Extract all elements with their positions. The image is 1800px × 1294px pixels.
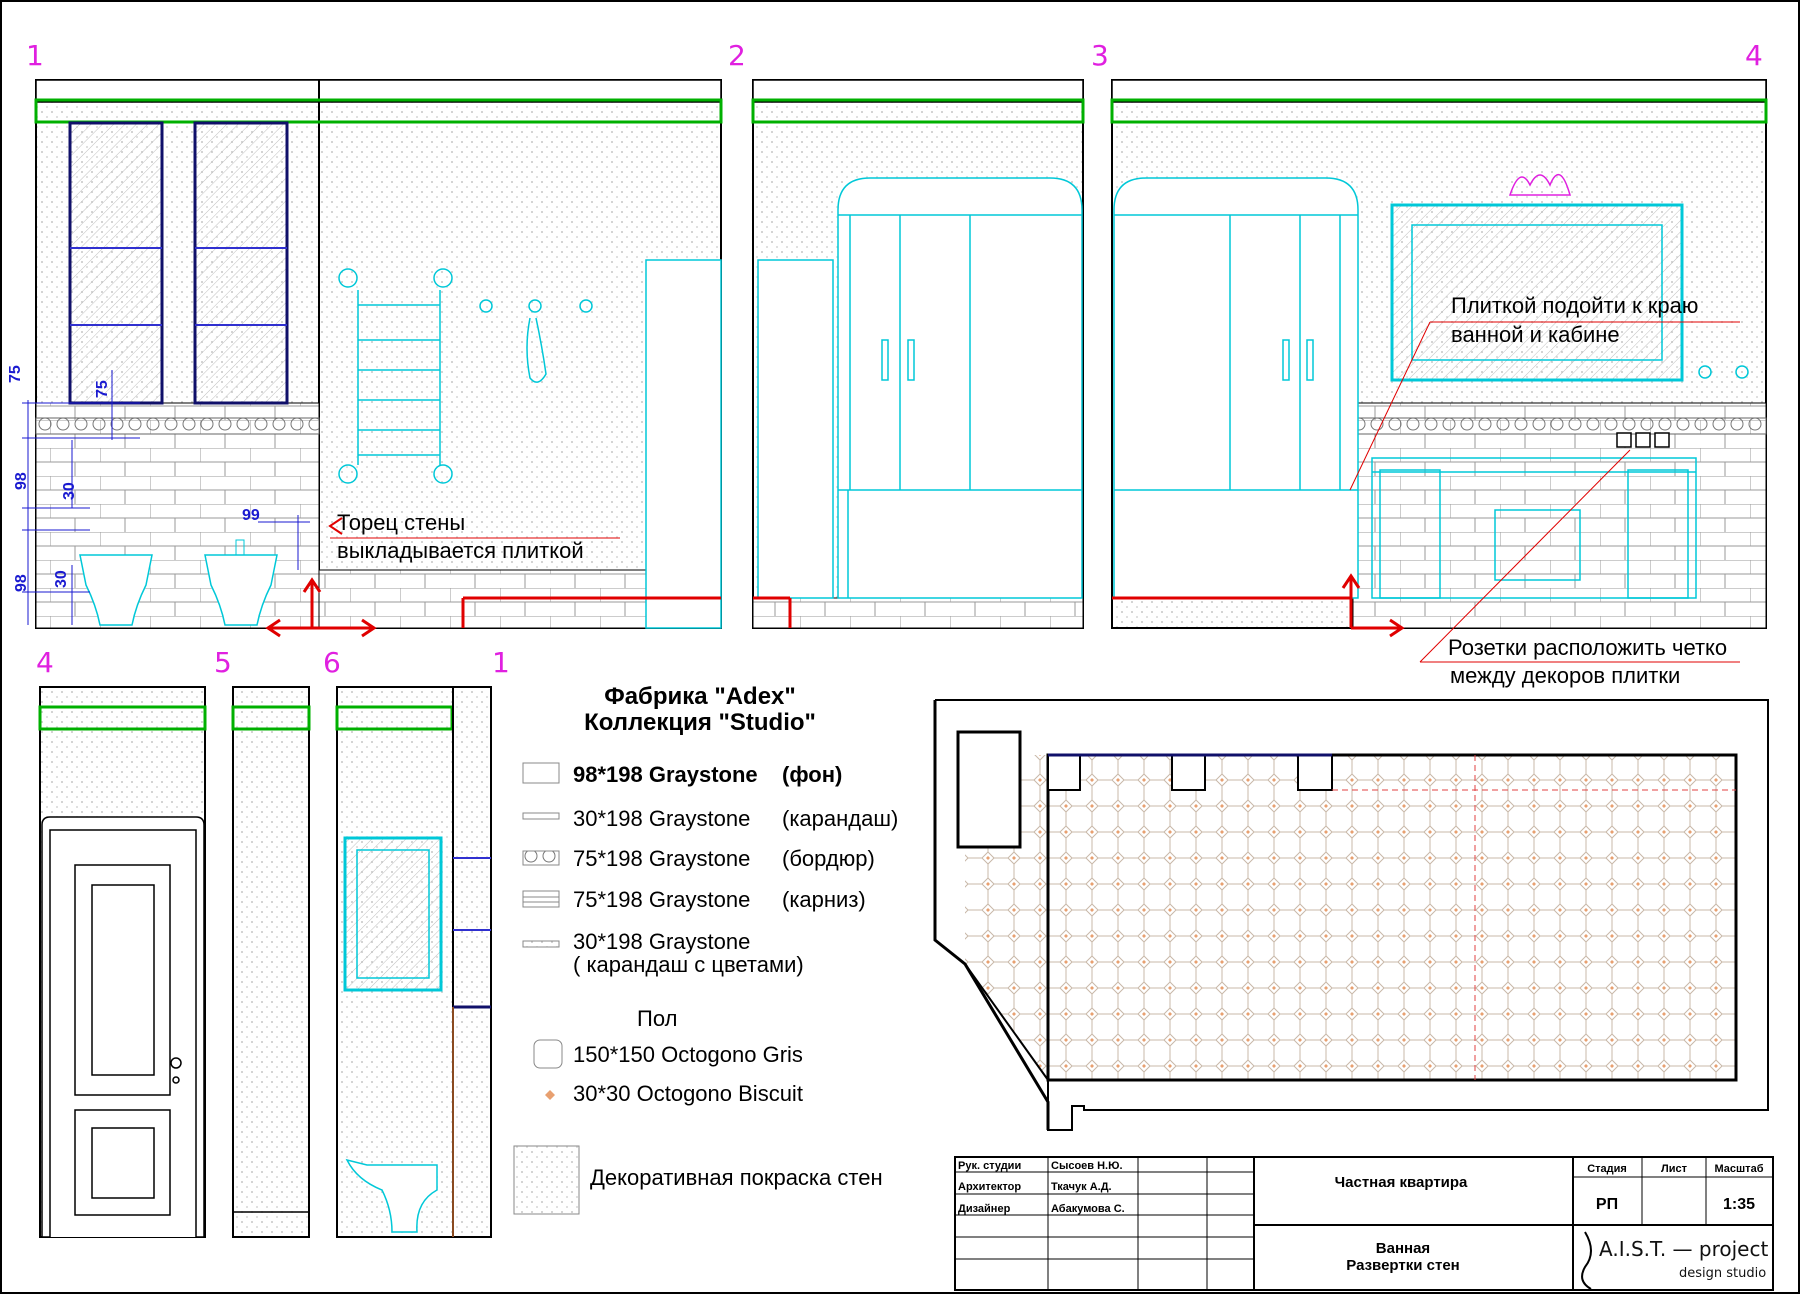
- swatch-cornice-tile: [523, 891, 559, 907]
- elevation-wall-3-4: [1112, 80, 1766, 662]
- dimension-99: 99: [242, 507, 260, 524]
- role-architect: Архитектор: [958, 1181, 1022, 1193]
- header-scale: Масштаб: [1714, 1163, 1764, 1175]
- legend-item-5-type: ( карандаш с цветами): [573, 952, 804, 977]
- elevation-number-6: 6: [323, 646, 341, 679]
- elevation-wall-6: [337, 687, 491, 1237]
- legend-item-2-type: (карандаш): [782, 806, 899, 831]
- swatch-octogono-gris: [534, 1040, 562, 1068]
- shower-cabin-2: [1114, 178, 1358, 598]
- dimension-98-lower: 98: [13, 574, 30, 592]
- elevation-number-4-bottom: 4: [36, 646, 54, 679]
- elevation-number-4: 4: [1745, 39, 1763, 72]
- door: [42, 817, 204, 1237]
- header-stage: Стадия: [1587, 1163, 1627, 1175]
- floor-tiles: [965, 755, 1736, 1080]
- sockets: [1617, 433, 1669, 447]
- legend-item-1-size: 98*198 Graystone: [573, 762, 758, 787]
- elevation-number-3: 3: [1091, 39, 1109, 72]
- scale-value: 1:35: [1722, 1196, 1756, 1213]
- project-name: Частная квартира: [1334, 1174, 1468, 1191]
- legend-item-5-size: 30*198 Graystone: [573, 929, 751, 954]
- legend-floor-item-1: 150*150 Octogono Gris: [573, 1042, 803, 1067]
- elevation-number-5: 5: [214, 646, 232, 679]
- name-designer: Абакумова С.: [1051, 1203, 1125, 1215]
- sheet-title-line2: Развертки стен: [1346, 1257, 1460, 1274]
- note-sockets-line2: между декоров плитки: [1450, 663, 1681, 688]
- sheet-title-line1: Ванная: [1375, 1240, 1431, 1257]
- dimension-30-lower: 30: [53, 570, 70, 588]
- legend-item-3-type: (бордюр): [782, 846, 875, 871]
- note-tile-edge-line1: Плиткой подойти к краю: [1451, 293, 1699, 318]
- role-studio-head: Рук. студии: [958, 1160, 1022, 1172]
- elevation-number-1-bottom: 1: [492, 646, 510, 679]
- note-wall-end-line1: Торец стены: [337, 510, 466, 535]
- legend-item-2-size: 30*198 Graystone: [573, 806, 751, 831]
- legend-collection: Коллекция "Studio": [584, 709, 816, 736]
- swatch-decorative-paint: [514, 1146, 579, 1214]
- swatch-border-tile: [523, 851, 559, 865]
- tall-panel: [646, 260, 721, 628]
- wall-cabinet-right: [195, 123, 287, 403]
- swatch-octogono-biscuit: [545, 1090, 555, 1100]
- logo-subtext: design studio: [1679, 1266, 1767, 1281]
- note-sockets-line1: Розетки расположить четко: [1448, 635, 1728, 660]
- legend-item-3-size: 75*198 Graystone: [573, 846, 751, 871]
- swatch-background-tile: [523, 763, 559, 783]
- shower-cabin: [838, 178, 1082, 598]
- legend-item-4-type: (карниз): [782, 887, 866, 912]
- role-designer: Дизайнер: [958, 1203, 1011, 1215]
- elevation-number-2: 2: [728, 39, 746, 72]
- elevation-wall-5: [233, 687, 309, 1237]
- dimension-75-left: 75: [7, 365, 24, 383]
- swatch-pencil-tile: [523, 813, 559, 819]
- stage-value: РП: [1595, 1196, 1619, 1213]
- elevation-wall-4-door: [40, 687, 205, 1237]
- elevation-number-1: 1: [26, 39, 44, 72]
- elevation-wall-2: [753, 80, 1083, 628]
- name-studio-head: Сысоев Н.Ю.: [1051, 1160, 1123, 1172]
- tile-border-band: [36, 418, 319, 434]
- name-architect: Ткачук А.Д.: [1051, 1181, 1112, 1193]
- logo-text: A.I.S.T. — project: [1599, 1237, 1769, 1261]
- legend-floor-title: Пол: [637, 1006, 678, 1031]
- legend-item-4-size: 75*198 Graystone: [573, 887, 751, 912]
- legend-factory: Фабрика "Adex": [604, 683, 796, 710]
- note-wall-end-line2: выкладывается плиткой: [337, 538, 584, 563]
- legend-decorative-paint: Декоративная покраска стен: [590, 1165, 883, 1190]
- floor-plan: [930, 700, 1768, 1130]
- note-tile-edge-line2: ванной и кабине: [1451, 322, 1620, 347]
- dimension-30-upper: 30: [61, 482, 78, 500]
- plan-cabinet: [958, 732, 1020, 847]
- dimension-98-upper: 98: [13, 472, 30, 490]
- legend-item-1-type: (фон): [782, 762, 843, 787]
- swatch-flower-pencil-tile: [523, 941, 559, 947]
- dimension-75-cabinet: 75: [94, 380, 111, 398]
- wall-cabinet-left: [70, 123, 162, 403]
- mirror-side: [345, 838, 441, 990]
- header-sheet: Лист: [1661, 1163, 1687, 1175]
- legend-floor-item-2: 30*30 Octogono Biscuit: [573, 1081, 803, 1106]
